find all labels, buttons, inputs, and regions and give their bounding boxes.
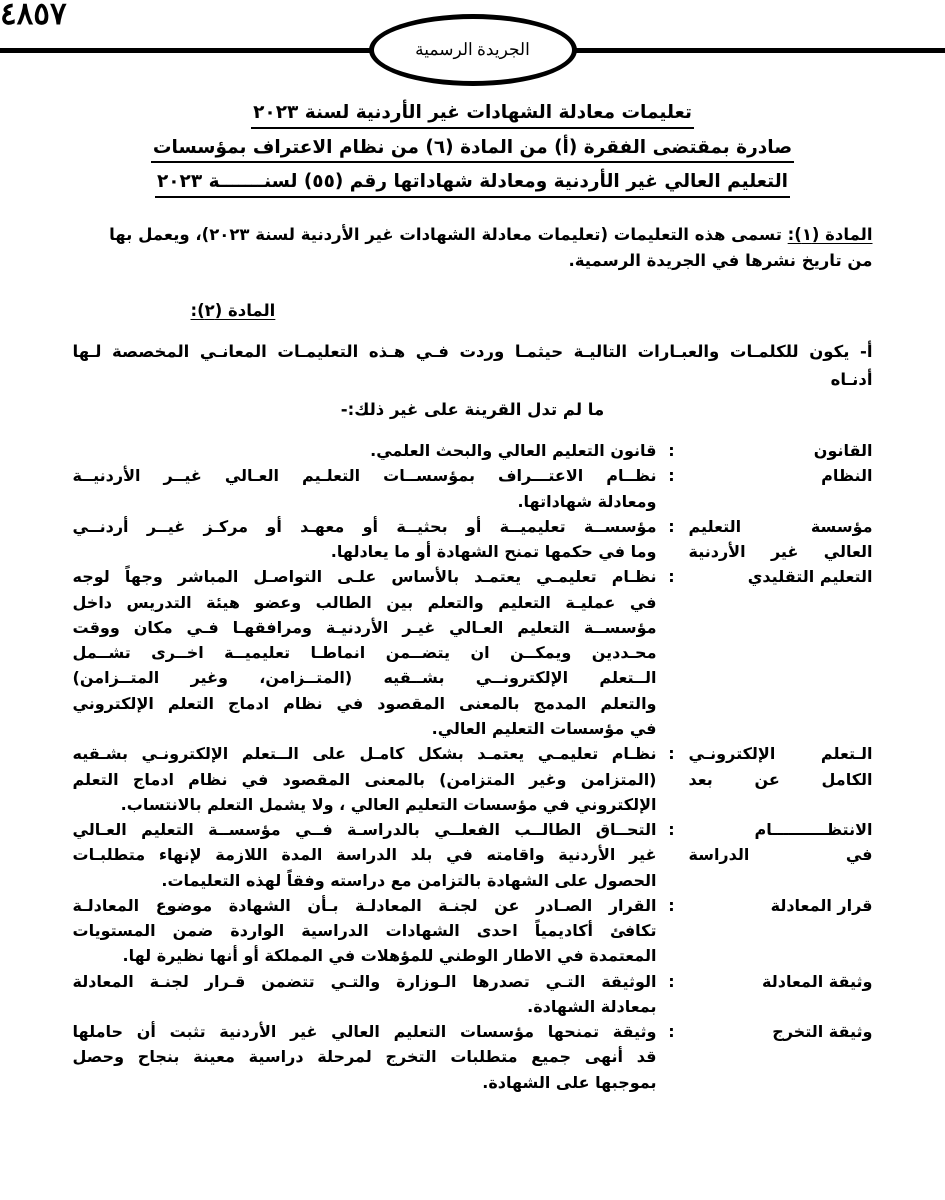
definition-term-line: النظام bbox=[821, 466, 873, 486]
definition-text-line: قانون التعليم العالي والبحث العلمي. bbox=[370, 441, 657, 461]
definition-text-line: بموجبها على الشهادة. bbox=[482, 1072, 657, 1092]
definition-term-line: الانتظــــــــــام bbox=[754, 820, 873, 840]
article-2-heading bbox=[73, 301, 873, 320]
definition-term bbox=[685, 564, 873, 589]
definition-text-line: الإلكتروني في مؤسسات التعليم العالي ، ولا يشمل التعلم بالانتساب. bbox=[120, 794, 657, 814]
definition-text-line: ومعادلة شهاداتها. bbox=[517, 491, 657, 511]
definition-text-line: الحصول على الشهادة بالتزامن مع دراسته وفقاً لهذه التعليمات. bbox=[161, 870, 657, 890]
gazette-header bbox=[0, 0, 945, 88]
definition-text-line: نظــام الاعتـــراف بمؤسســات التعلـيم العـالي غيــر الأردنيــة bbox=[72, 466, 657, 486]
document-title bbox=[0, 104, 945, 198]
definition-term bbox=[685, 741, 873, 792]
definition-text-line: محـددين ويمكــن ان يتضــمن انماطـا تعليميــة اخــرى تشــمل bbox=[72, 643, 657, 663]
definition-row bbox=[73, 514, 873, 565]
title-line-1: تعليمات معادلة الشهادات غير الأردنية لسنة ٢٠٢٣ bbox=[251, 104, 694, 129]
definition-row bbox=[73, 564, 873, 741]
paragraph-a-line-2: ما لم تدل القرينة على غير ذلك:- bbox=[340, 399, 605, 419]
definition-colon: : bbox=[668, 744, 675, 764]
definition-row bbox=[73, 438, 873, 463]
definition-text bbox=[73, 514, 659, 565]
definition-term bbox=[685, 438, 873, 463]
definition-text bbox=[73, 969, 659, 1020]
definition-colon: : bbox=[668, 1022, 675, 1042]
definition-text-line: وما في حكمها تمنح الشهادة أو ما يعادلها. bbox=[330, 542, 657, 562]
definition-colon: : bbox=[668, 466, 675, 486]
definition-text-line: المعتمدة في الاطار الوطني للمؤهلات في المملكة أو أنها نظيرة لها. bbox=[122, 946, 657, 966]
article-2-paragraph-a bbox=[73, 338, 873, 424]
definition-text-line: نظـام تعليمـي يعتمـد بالأساس علـى التواصـل المباشر وجهاً لوجه bbox=[72, 567, 657, 587]
definition-colon: : bbox=[668, 971, 675, 991]
article-1-body bbox=[73, 222, 873, 275]
article-1 bbox=[73, 222, 873, 275]
definition-term bbox=[685, 817, 873, 868]
definition-term-line: الكامل عن بعد bbox=[688, 769, 873, 789]
definition-row bbox=[73, 463, 873, 514]
definitions-list bbox=[73, 438, 873, 1095]
definition-term-line: القانون bbox=[813, 441, 873, 461]
definition-term-line: الـتعلم الإلكترونـي bbox=[688, 744, 873, 764]
definition-text-line: تكافئ أكاديمياً احدى الشهادات الدراسية الواردة ضمن المستويات bbox=[72, 921, 657, 941]
definition-text-line: والتعلم المدمج بالمعنى المقصود في نظام ادماج التعلم الإلكتروني bbox=[72, 693, 657, 713]
definition-term-line: وثيقة التخرج bbox=[772, 1022, 873, 1042]
definition-text-line: بمعادلة الشهادة. bbox=[527, 996, 657, 1016]
definition-text bbox=[73, 893, 659, 969]
definition-term bbox=[685, 969, 873, 994]
definition-colon: : bbox=[668, 441, 675, 461]
definition-row bbox=[73, 817, 873, 893]
definition-row bbox=[73, 893, 873, 969]
definition-term-line: قرار المعادلة bbox=[770, 895, 873, 915]
definition-text-line: مؤسســة تعليميــة أو بحثيــة أو معهـد أو مركـز غيــر أردنــي bbox=[72, 516, 657, 536]
definition-row bbox=[73, 741, 873, 817]
definition-term bbox=[685, 1019, 873, 1044]
definition-term-line: العالي غير الأردنية bbox=[688, 542, 873, 562]
article-1-text-line-2: من تاريخ نشرها في الجريدة الرسمية. bbox=[568, 251, 873, 271]
definition-text-line: (المتزامن وغير المتزامن) بالمعنى المقصود في نظام ادماج التعلم bbox=[72, 769, 657, 789]
definition-text-line: التحــاق الطالــب الفعلــي بالدراسـة فــي مؤسســة التعليم العـالي bbox=[72, 820, 657, 840]
definition-colon: : bbox=[668, 895, 675, 915]
title-line-2: صادرة بمقتضى الفقرة (أ) من المادة (٦) من نظام الاعتراف بمؤسسات bbox=[151, 139, 794, 164]
definition-text bbox=[73, 438, 659, 463]
document-body bbox=[73, 208, 873, 1095]
definition-term bbox=[685, 463, 873, 488]
definition-text-line: وثيقة تمنحها مؤسسات التعليم العالي غير الأردنية تثبت أن حاملها bbox=[72, 1022, 657, 1042]
definition-colon: : bbox=[668, 516, 675, 536]
definition-term bbox=[685, 514, 873, 565]
definition-text-line: مؤسســة التعليم العـالي غيـر الأردنيـة ومرافقهـا فـي مكان ووقت bbox=[72, 617, 657, 637]
definition-row bbox=[73, 969, 873, 1020]
definition-text bbox=[73, 817, 659, 893]
definition-text-line: غير الأردنية واقامته في بلد الدراسة المدة اللازمة لإنهاء متطلبـات bbox=[72, 845, 657, 865]
definition-text-line: في عمليـة التعليم والتعلم بين الطالب وعضو هيئة التدريس داخل bbox=[72, 592, 657, 612]
gazette-label: الجريدة الرسمية bbox=[415, 40, 530, 59]
definition-term-line: مؤسسة التعليم bbox=[688, 516, 873, 536]
paragraph-a-line-1: أ- يكون للكلمـات والعبـارات التاليـة حيثمـا وردت فـي هـذه التعليمـات المعانـي المخصصة لـها أدنـاه bbox=[72, 341, 873, 390]
definition-colon: : bbox=[668, 820, 675, 840]
definition-text bbox=[73, 463, 659, 514]
title-line-3: التعليم العالي غير الأردنية ومعادلة شهاداتها رقم (٥٥) لسنـــــــة ٢٠٢٣ bbox=[155, 173, 790, 198]
definition-text bbox=[73, 741, 659, 817]
article-1-text-line-1: تسمى هذه التعليمات (تعليمات معادلة الشهادات غير الأردنية لسنة ٢٠٢٣)، ويعمل بها bbox=[109, 224, 782, 244]
definition-row bbox=[73, 1019, 873, 1095]
article-2-label: المادة (٢): bbox=[190, 300, 276, 320]
article-1-line-1 bbox=[73, 222, 873, 249]
definition-text-line: القرار الصـادر عن لجنـة المعادلـة بـأن الشهادة موضوع المعادلـة bbox=[72, 895, 657, 915]
definition-text-line: نظـام تعليمـي يعتمـد بشكل كامـل على الــتعلم الإلكترونـي بشـقيه bbox=[72, 744, 657, 764]
definition-term bbox=[685, 893, 873, 918]
definition-term-line: وثيقة المعادلة bbox=[762, 971, 873, 991]
definition-text-line: الــتعلم الإلكترونــي بشــقيه (المتــزامن، وغير المتــزامن) bbox=[72, 668, 657, 688]
definition-colon: : bbox=[668, 567, 675, 587]
article-1-label: المادة (١): bbox=[787, 224, 873, 244]
definition-text bbox=[73, 1019, 659, 1095]
definition-text-line: الوثيقة التـي تصدرها الـوزارة والتـي تتضمن قـرار لجنـة المعادلة bbox=[72, 971, 657, 991]
definition-text-line: قد أنهى جميع متطلبات التخرج لمرحلة دراسية معينة بنجاح وحصل bbox=[72, 1047, 657, 1067]
definition-term-line: التعليم التقليدي bbox=[747, 567, 873, 587]
definition-text-line: في مؤسسات التعليم العالي. bbox=[431, 718, 657, 738]
definition-term-line: في الدراسة bbox=[688, 845, 873, 865]
page-number: ٤٨٥٧ bbox=[0, 0, 67, 31]
gazette-seal bbox=[369, 14, 577, 86]
definition-text bbox=[73, 564, 659, 741]
